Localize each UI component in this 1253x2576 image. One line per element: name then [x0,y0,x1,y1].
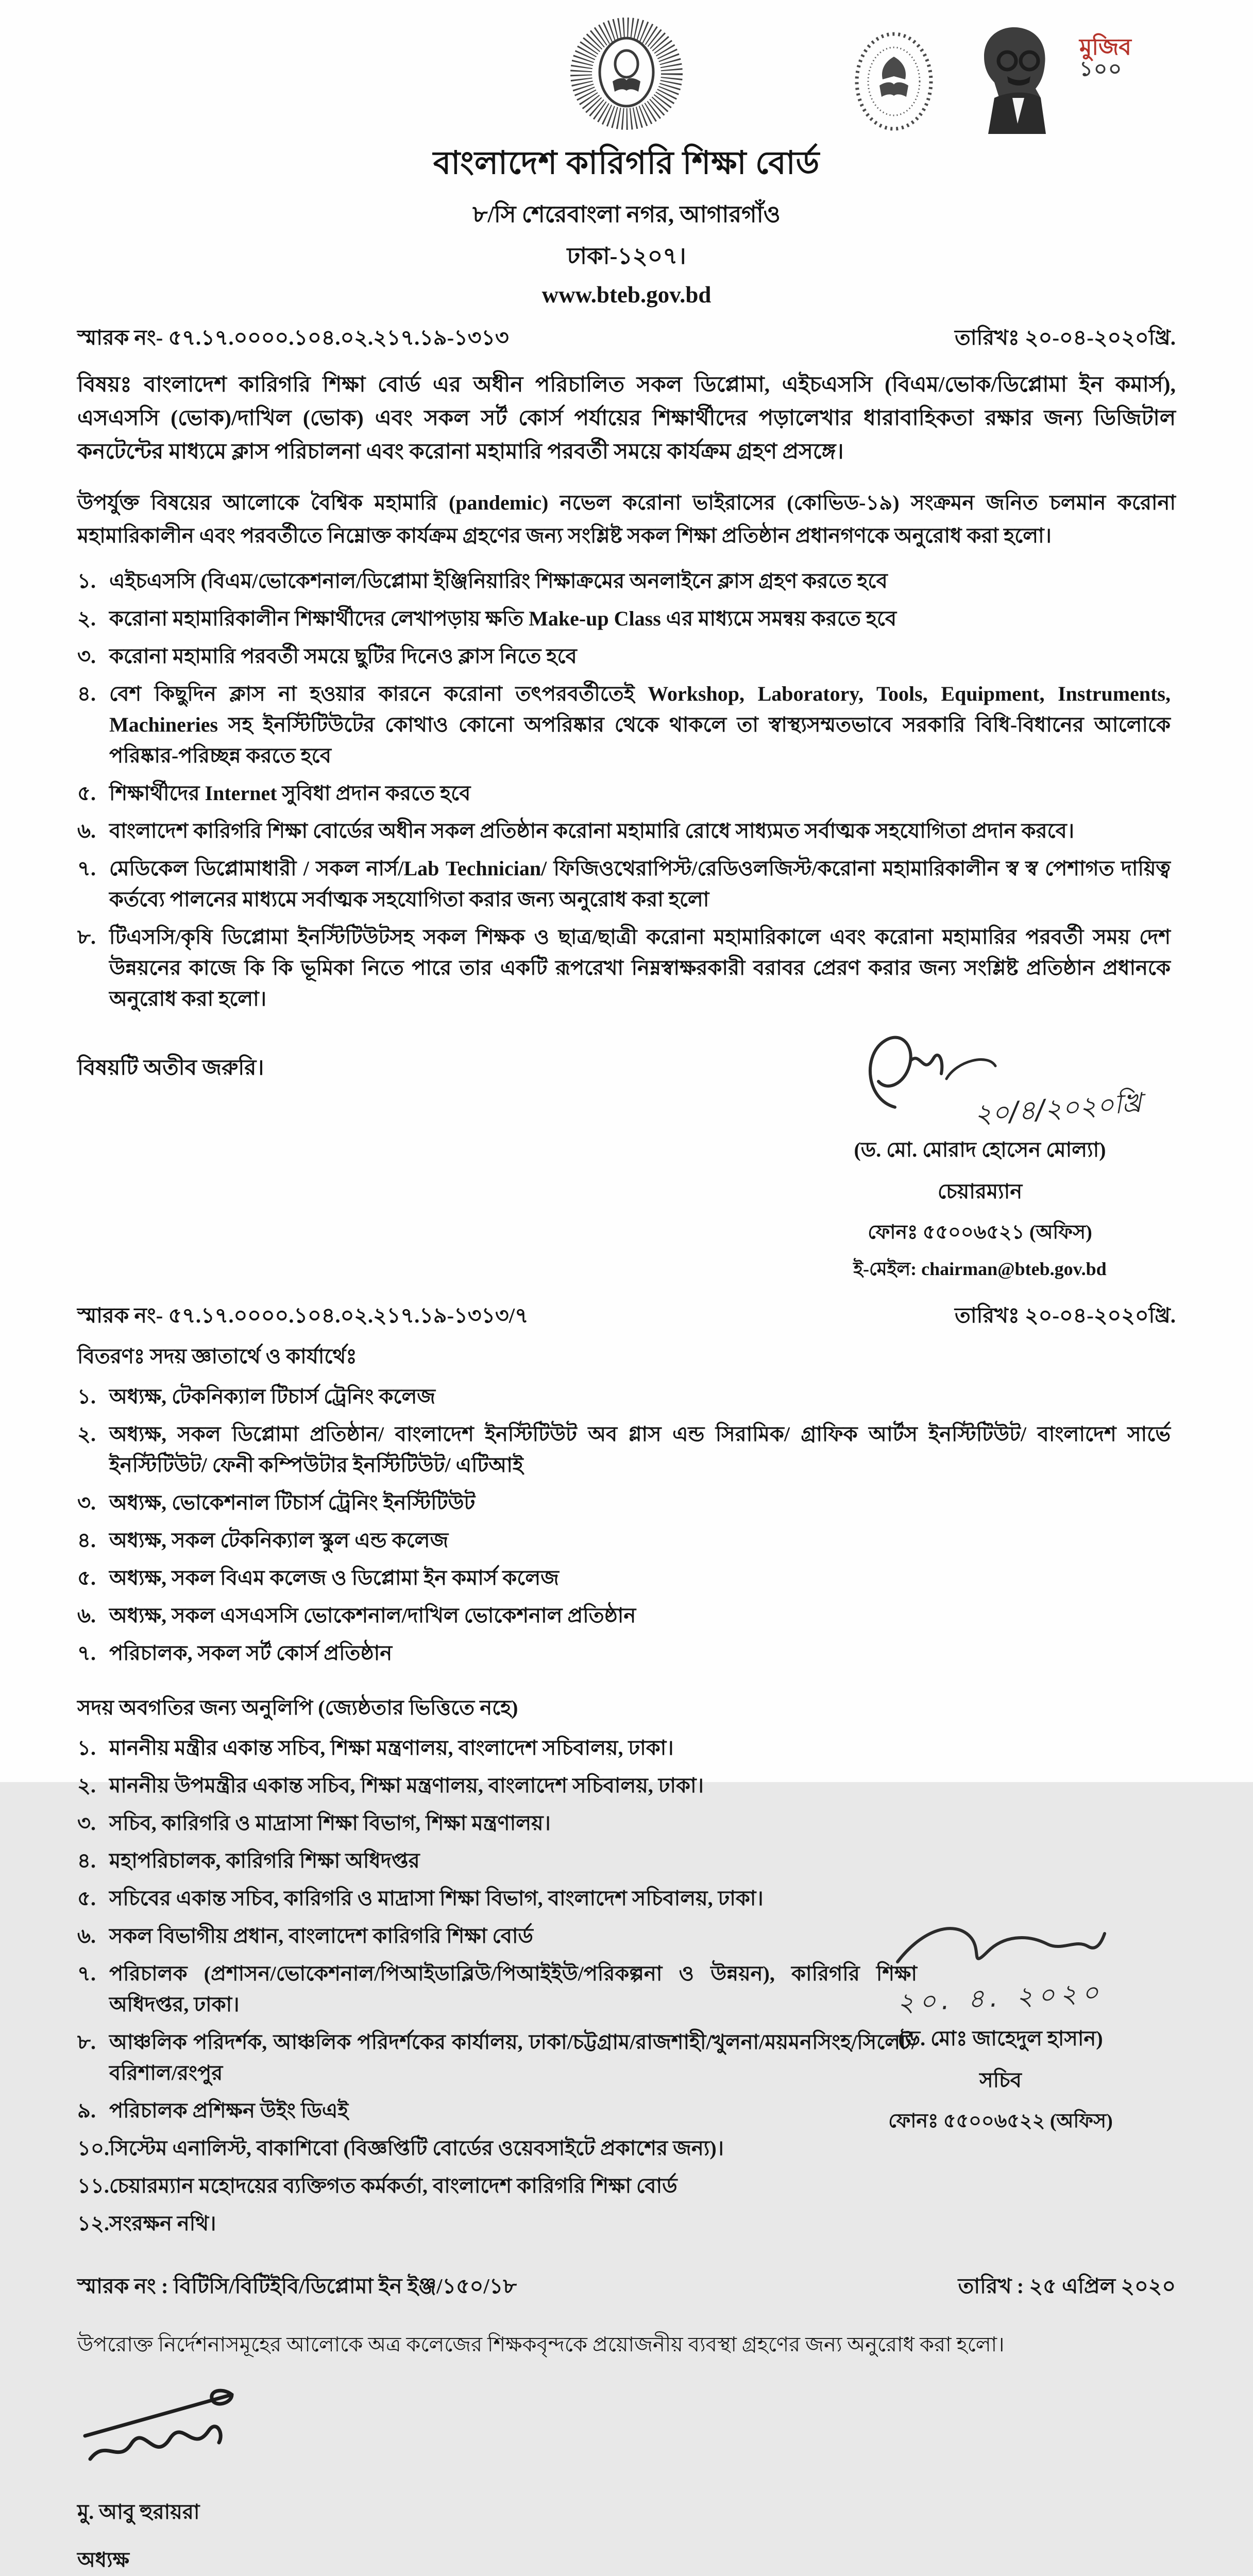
distribution-item [77,1487,1176,1518]
item-text: এইচএসসি (বিএম/ভোকেশনাল/ডিপ্লোমা ইঞ্জিনিয়ারিং শিক্ষাক্রমের অনলাইনে ক্লাস গ্রহণ করতে হবে [109,569,888,593]
cc-item [77,1958,922,2020]
cc-item [77,2027,922,2089]
item-number: ২. [77,607,96,631]
chairman-email: ই-মেইল: chairman@bteb.gov.bd [853,1259,1107,1280]
directive-list [77,566,1176,1014]
item-number: ৫. [77,1566,96,1590]
item-number: ১২. [77,2212,109,2235]
memo3-date: তারিখ : ২৫ এপ্রিল ২০২০ [958,2274,1176,2298]
item-text: মাননীয় মন্ত্রীর একান্ত সচিব, শিক্ষা মন্ত্রণালয়, বাংলাদেশ সচিবালয়, ঢাকা। [109,1736,674,1760]
cc-item [77,1770,922,1801]
item-number: ৩. [77,1811,96,1835]
cc-item [77,2171,922,2201]
item-number: ৭. [77,1641,96,1665]
item-text: মাননীয় উপমন্ত্রীর একান্ত সচিব, শিক্ষা মন্ত্রণালয়, বাংলাদেশ সচিবালয়, ঢাকা। [109,1774,704,1798]
directive-item [77,778,1176,809]
item-number: ১১. [77,2174,109,2198]
header-right-logos [853,21,1182,149]
item-number: ৫. [77,1887,96,1910]
item-number: ১০. [77,2137,109,2160]
org-name: বাংলাদেশ কারিগরি শিক্ষা বোর্ড [433,146,820,181]
item-number: ৪. [77,1849,96,1873]
item-number: ৮. [77,2030,96,2054]
item-number: ২. [77,1422,96,1446]
mujib-100-wordmark [1079,36,1177,79]
item-number: ৫. [77,782,96,805]
item-number: ৬. [77,1604,96,1628]
directive-item [77,603,1176,634]
distribution-heading: বিতরণঃ সদয় জ্ঞাতার্থে ও কার্যার্থেঃ [77,1345,357,1368]
mujib-word-red: মুজিব [1079,35,1131,60]
secretary-signature-block [841,1913,1160,2139]
mujib-word-100: ১০০ [1079,58,1123,80]
principal-signature-block [77,2377,1176,2576]
intro-paragraph: উপর্যুক্ত বিষয়ের আলোকে বৈশ্বিক মহামারি (pandemic) নভেল করোনা ভাইরাসের (কোভিড-১৯) সংক্রমন জনিত চলমান করোনা মহামারিকালীন এবং পরবর্তীতে নিম্নোক্ত কার্যক্রম গ্রহণের জন্য সংশ্লিষ্ট সকল শিক্ষা প্রতিষ্ঠান প্রধানগণকে অনুরোধ করা হলো। [77,491,1176,548]
item-number: ৬. [77,1924,96,1948]
item-number: ৭. [77,1962,96,1986]
item-text: সংরক্ষন নথি। [109,2212,216,2235]
item-number: ১. [77,1736,96,1760]
distribution-list [77,1381,1176,1669]
cc-section [77,1691,1176,2239]
memo3-number: স্মারক নং : বিটিসি/বিটিইবি/ডিপ্লোমা ইন ইঞ্জ/১৫০/১৮ [77,2274,517,2298]
item-text: সকল বিভাগীয় প্রধান, বাংলাদেশ কারিগরি শিক্ষা বোর্ড [109,1924,533,1948]
chairman-phone: ফোনঃ ৫৫০০৬৫২১ (অফিস) [868,1222,1092,1244]
memo2-date: তারিখঃ ২০-০৪-২০২০খ্রি. [955,1303,1176,1328]
cc-item [77,1921,922,1952]
org-address-line2: ঢাকা-১২০৭। [567,243,686,269]
urgent-and-chairman-row [77,1030,1176,1286]
chairman-signature-block [784,1030,1176,1286]
cc-list [77,1733,922,2239]
item-text: অধ্যক্ষ, ভোকেশনাল টিচার্স ট্রেনিং ইনস্টিটিউট [109,1491,476,1515]
secretary-handwritten-date: ২০. ৪. ২০২০ [896,1977,1105,2018]
cc-item [77,1883,922,1914]
memo1-row [77,321,1176,357]
item-text: করোনা মহামারি পরবর্তী সময়ে ছুটির দিনেও ক্লাস নিতে হবে [109,645,577,668]
secretary-phone: ফোনঃ ৫৫০০৬৫২২ (অফিস) [888,2110,1113,2132]
item-number: ৯. [77,2099,96,2123]
cc-item [77,1733,922,1764]
distribution-item [77,1419,1176,1481]
item-text: বেশ কিছুদিন ক্লাস না হওয়ার কারনে করোনা তৎপরবর্তীতেই Workshop, Laboratory, Tools, Equipment, Instruments, Machineries সহ ইনস্টিটিউটের কোথাও কোনো অপরিষ্কার থেকে থাকলে তা স্বাস্থ্যসম্মতভাবে সরকারি বিধি-বিধানের আলোকে পরিষ্কার-পরিচ্ছন্ন করতে হবে [109,682,1171,768]
memo2-row [77,1299,1176,1335]
directive-item [77,922,1176,1014]
principal-handwritten-signature-icon [77,2473,314,2482]
item-number: ৮. [77,925,96,949]
distribution-item [77,1563,1176,1594]
directive-item [77,566,1176,597]
item-number: ১. [77,569,96,593]
item-text: চেয়ারম্যান মহোদয়ের ব্যক্তিগত কর্মকর্তা, বাংলাদেশ কারিগরি শিক্ষা বোর্ড [109,2174,678,2198]
item-text: পরিচালক, সকল সর্ট কোর্স প্রতিষ্ঠান [109,1641,393,1665]
distribution-item [77,1381,1176,1412]
chairman-handwritten-date: ২০/৪/২০২০খ্রি [973,1088,1143,1130]
item-text: সচিব, কারিগরি ও মাদ্রাসা শিক্ষা বিভাগ, শিক্ষা মন্ত্রণালয়। [109,1811,551,1835]
forward-note: উপরোক্ত নির্দেশনাসমূহের আলোকে অত্র কলেজের শিক্ষকবৃন্দকে প্রয়োজনীয় ব্যবস্থা গ্রহণের জন্য অনুরোধ করা হলো। [77,2333,1005,2357]
memo1-number: স্মারক নং- ৫৭.১৭.০০০০.১০৪.০২.২১৭.১৯-১৩১৩ [77,326,509,349]
urgent-note: বিষয়টি অতীব জরুরি। [77,1056,264,1080]
item-text: মেডিকেল ডিপ্লোমাধারী / সকল নার্স/Lab Technician/ ফিজিওথেরাপিস্ট/রেডিওলজিস্ট/করোনা মহামারিকালীন স্ব স্ব পেশাগত দায়িত্ব কর্তব্যে পালনের মাধ্যমে সর্বাত্মক সহযোগিতা করার জন্য অনুরোধ করা হলো [109,857,1171,911]
subject-line: বিষয়ঃ বাংলাদেশ কারিগরি শিক্ষা বোর্ড এর অধীন পরিচালিত সকল ডিপ্লোমা, এইচএসসি (বিএম/ভোক/ডিপ্লোমা ইন কমার্স), এসএসসি (ভোক)/দাখিল (ভোক) এবং সকল সর্ট কোর্স পর্যায়ের শিক্ষার্থীদের পড়ালেখার ধারাবাহিকতা রক্ষার জন্য ডিজিটাল কনটেন্টের মাধ্যমে ক্লাস পরিচালনা এবং করোনা মহামারি পরবর্তী সময়ে কার্যক্রম গ্রহণ প্রসঙ্গে। [77,373,1176,464]
cc-item [77,2095,922,2126]
cc-item [77,2133,922,2164]
directive-item [77,679,1176,771]
item-text: পরিচালক প্রশিক্ষন উইং ডিএই [109,2099,349,2123]
org-website: www.bteb.gov.bd [541,282,712,308]
item-text: শিক্ষার্থীদের Internet সুবিধা প্রদান করতে হবে [109,782,471,805]
memo3-row [77,2270,1176,2306]
item-number: ২. [77,1774,96,1798]
cc-heading: সদয় অবগতির জন্য অনুলিপি (জ্যেষ্ঠতার ভিত্তিতে নহে) [77,1696,518,1720]
item-text: অধ্যক্ষ, সকল টেকনিক্যাল স্কুল এন্ড কলেজ [109,1529,449,1552]
principal-name: মু. আবু হুরায়রা [77,2500,200,2524]
secretary-title: সচিব [979,2069,1022,2092]
chairman-title: চেয়ারম্যান [937,1180,1023,1204]
cc-item [77,1808,922,1839]
item-number: ৩. [77,1491,96,1515]
item-number: ৪. [77,1529,96,1552]
mujib-100-portrait-icon [963,21,1072,147]
cc-item [77,2208,922,2239]
item-text: অধ্যক্ষ, টেকনিক্যাল টিচার্স ট্রেনিং কলেজ [109,1385,436,1409]
item-text: অধ্যক্ষ, সকল এসএসসি ভোকেশনাল/দাখিল ভোকেশনাল প্রতিষ্ঠান [109,1604,636,1628]
org-address-line1: ৮/সি শেরেবাংলা নগর, আগারগাঁও [472,201,781,227]
item-text: সিস্টেম এনালিস্ট, বাকাশিবো (বিজ্ঞপ্তিটি বোর্ডের ওয়েবসাইটে প্রকাশের জন্য)। [109,2137,724,2160]
memo2-number: স্মারক নং- ৫৭.১৭.০০০০.১০৪.০২.২১৭.১৯-১৩১৩/৭ [77,1303,529,1328]
item-number: ৪. [77,682,96,706]
distribution-item [77,1525,1176,1556]
item-number: ১. [77,1385,96,1409]
item-text: টিএসসি/কৃষি ডিপ্লোমা ইনস্টিটিউটসহ সকল শিক্ষক ও ছাত্র/ছাত্রী করোনা মহামারিকালে এবং করোনা মহামারির পরবর্তী সময় দেশ উন্নয়নের কাজে কি কি ভূমিকা নিতে পারে তার একটি রূপরেখা নিম্নস্বাক্ষরকারী বরাবর প্রেরণ করার জন্য সংশ্লিষ্ট প্রতিষ্ঠান প্রধানকে অনুরোধ করা হলো। [109,925,1171,1011]
item-number: ৬. [77,819,96,843]
memo1-date: তারিখঃ ২০-০৪-২০২০খ্রি. [955,326,1176,349]
distribution-item [77,1600,1176,1631]
item-text: করোনা মহামারিকালীন শিক্ষার্থীদের লেখাপড়ায় ক্ষতি Make-up Class এর মাধ্যমে সমন্বয় করতে হবে [109,607,897,631]
item-text: আঞ্চলিক পরিদর্শক, আঞ্চলিক পরিদর্শকের কার্যালয়, ঢাকা/চট্টগ্রাম/রাজশাহী/খুলনা/ময়মনসিংহ/সিলেট/বরিশাল/রংপুর [109,2030,917,2085]
item-text: সচিবের একান্ত সচিব, কারিগরি ও মাদ্রাসা শিক্ষা বিভাগ, বাংলাদেশ সচিবালয়, ঢাকা। [109,1887,764,1910]
secretary-name: (ড. মোঃ জাহেদুল হাসান) [898,2027,1103,2050]
directive-item [77,853,1176,915]
principal-title: অধ্যক্ষ [77,2548,130,2572]
item-text: পরিচালক (প্রশাসন/ভোকেশনাল/পিআইডাব্লিউ/পিআইইউ/পরিকল্পনা ও উন্নয়ন), কারিগরি শিক্ষা অধিদপ্তর, ঢাকা। [109,1962,917,2016]
item-number: ৩. [77,645,96,668]
directive-item [77,641,1176,672]
distribution-item [77,1638,1176,1669]
item-text: অধ্যক্ষ, সকল বিএম কলেজ ও ডিপ্লোমা ইন কমার্স কলেজ [109,1566,559,1590]
item-number: ৭. [77,857,96,880]
item-text: বাংলাদেশ কারিগরি শিক্ষা বোর্ডের অধীন সকল প্রতিষ্ঠান করোনা মহামারি রোধে সাধ্যমত সর্বাত্মক সহযোগিতা প্রদান করবে। [109,819,1075,843]
item-text: মহাপরিচালক, কারিগরি শিক্ষা অধিদপ্তর [109,1849,420,1873]
directive-item [77,816,1176,846]
board-emblem-circle-icon [853,30,935,141]
item-text: অধ্যক্ষ, সকল ডিপ্লোমা প্রতিষ্ঠান/ বাংলাদেশ ইনস্টিটিউট অব গ্লাস এন্ড সিরামিক/ গ্রাফিক আর্টস ইনস্টিটিউট/ বাংলাদেশ সার্ভে ইনস্টিটিউট/ ফেনী কম্পিউটার ইনস্টিটিউট/ এটিআই [109,1422,1171,1477]
chairman-name: (ড. মো. মোরাদ হোসেন মোল্যা) [854,1138,1106,1162]
cc-item [77,1845,922,1876]
